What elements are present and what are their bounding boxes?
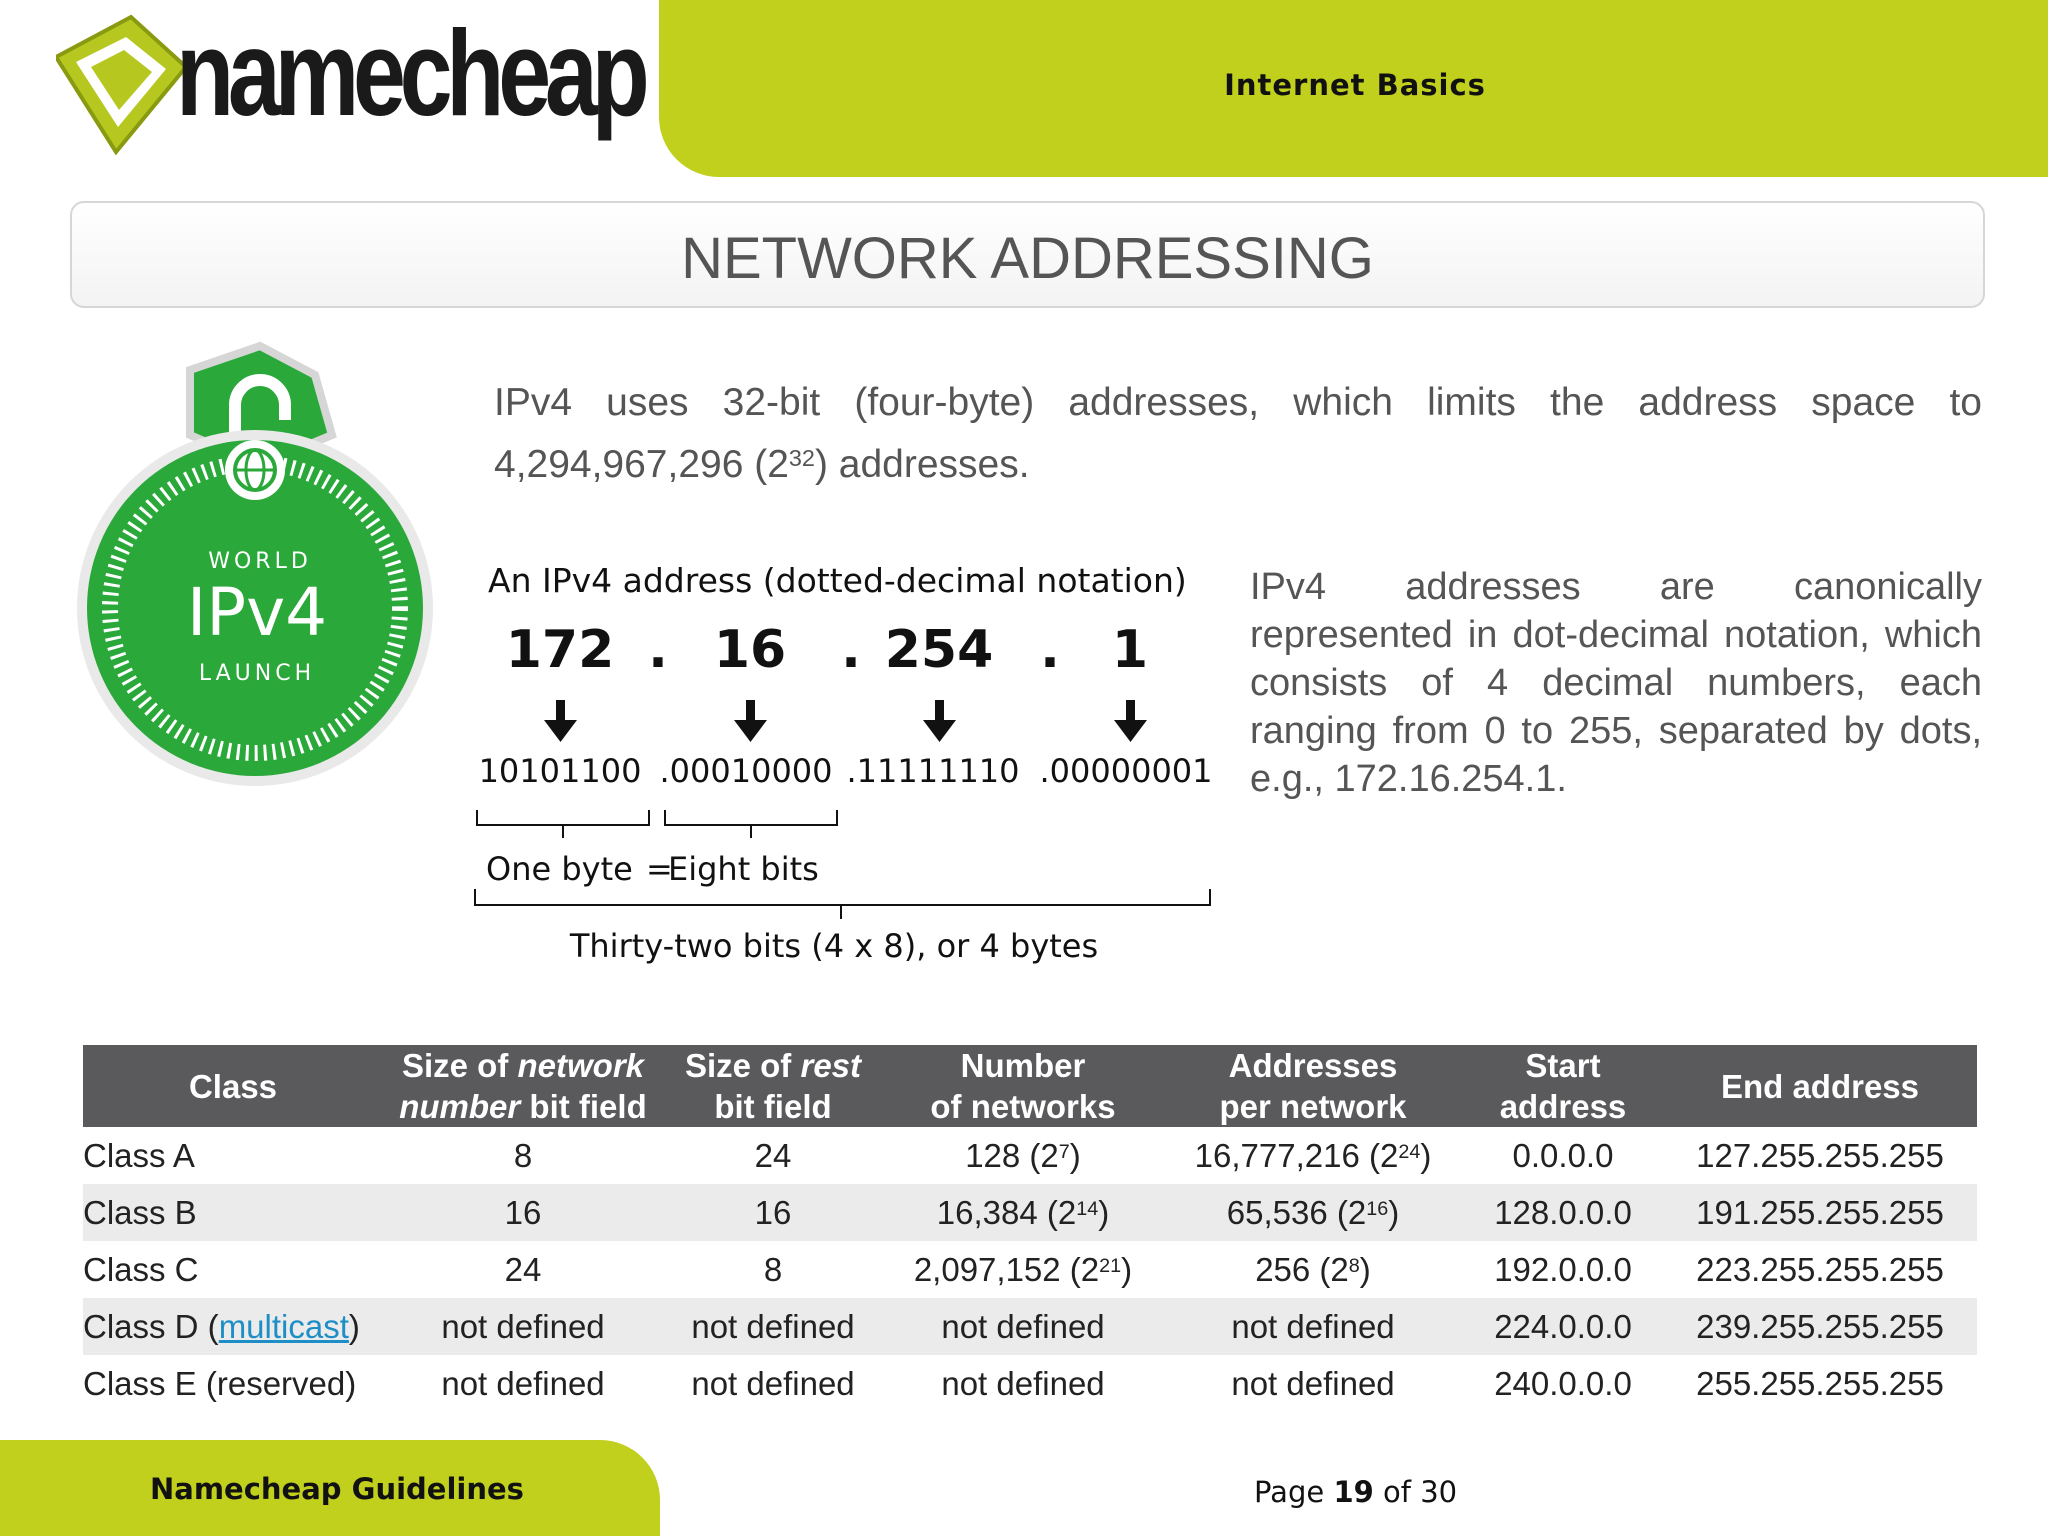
octet-2: 16 (713, 620, 787, 680)
table-row: Class A 8 24 128 $(2^7)$ 16,777,216 $(2^{24})$ 0.0.0.0 127.255.255.255 (83, 1136, 1944, 1174)
octet-dot-2: . (841, 620, 861, 680)
binary-2: .00010000 (659, 752, 833, 790)
octet-dot-3: . (1040, 620, 1060, 680)
col-start: Start address (1463, 1045, 1663, 1127)
octet-4: 1 (1111, 620, 1149, 680)
col-end: End address (1663, 1045, 1977, 1127)
footer-guidelines: Namecheap Guidelines (150, 1472, 524, 1506)
binary-4: .00000001 (1039, 752, 1213, 790)
octet-1: 172 (505, 620, 615, 680)
octet-3: 254 (884, 620, 994, 680)
binary-3: .11111110 (846, 752, 1020, 790)
down-arrow-icon (544, 700, 1147, 742)
equals-sign: = (646, 850, 673, 888)
multicast-link[interactable]: multicast (218, 1307, 349, 1345)
octet-dot-1: . (648, 620, 668, 680)
ipv4-badge (70, 340, 450, 800)
namecheap-logo (56, 5, 656, 162)
diagram-heading: An IPv4 address (dotted-decimal notation) (488, 561, 1187, 600)
col-addresses: Addresses per network (1163, 1045, 1463, 1127)
col-rest-size: Size of rest bit field (663, 1045, 883, 1127)
col-class: Class (83, 1045, 383, 1127)
table-row: Class C 24 8 2,097,152 $(2^{21})$ 256 $(2^8)$ 192.0.0.0 223.255.255.255 (83, 1250, 1944, 1288)
col-num-networks: Number of networks (883, 1045, 1163, 1127)
byte-label: One byte (486, 850, 633, 888)
address-class-table (83, 1045, 1977, 1412)
table-row: Class D (multicast) not defined not defined not defined not defined 224.0.0.0 239.255.255.255 (83, 1298, 1977, 1355)
logo-wordmark: namecheap (176, 5, 644, 141)
title-box (70, 201, 1985, 308)
byte-brackets (477, 810, 837, 838)
badge-top-text: WORLD (208, 549, 312, 574)
bits-label: Eight bits (668, 850, 819, 888)
page-indicator: Page 19 of 30 (1254, 1475, 1458, 1509)
table-row: Class B 16 16 16,384 $(2^{14})$ 65,536 $(2^{16})$ 128.0.0.0 191.255.255.255 (83, 1184, 1977, 1241)
ipv4-launch-badge-icon (70, 340, 450, 800)
page-title: NETWORK ADDRESSING (681, 226, 1374, 291)
total-label: Thirty-two bits (4 x 8), or 4 bytes (569, 927, 1099, 965)
col-network-size: Size of network number bit field (383, 1045, 663, 1127)
binary-1: 10101100 (478, 752, 642, 790)
side-paragraph: IPv4 addresses are canonically represented in dot-decimal notation, which consists of 4 decimal numbers, each ranging from 0 to 255, separated by dots, e.g., 172.16.254.1. (1250, 566, 1982, 800)
table-header-row (83, 1045, 1977, 1127)
ipv4-address-diagram (470, 555, 1230, 975)
total-bracket (475, 889, 1210, 919)
badge-main-text: IPv4 (186, 574, 328, 651)
intro-paragraph: IPv4 uses 32-bit (four-byte) addresses, which limits the address space to 4,294,967,296 $(2^{32})$ addresses. (494, 381, 1982, 486)
badge-bottom-text: LAUNCH (198, 661, 316, 686)
table-row: Class E (reserved) not defined not defined not defined not defined 240.0.0.0 255.255.255.255 (83, 1364, 1944, 1402)
section-title: Internet Basics (1224, 68, 1486, 102)
